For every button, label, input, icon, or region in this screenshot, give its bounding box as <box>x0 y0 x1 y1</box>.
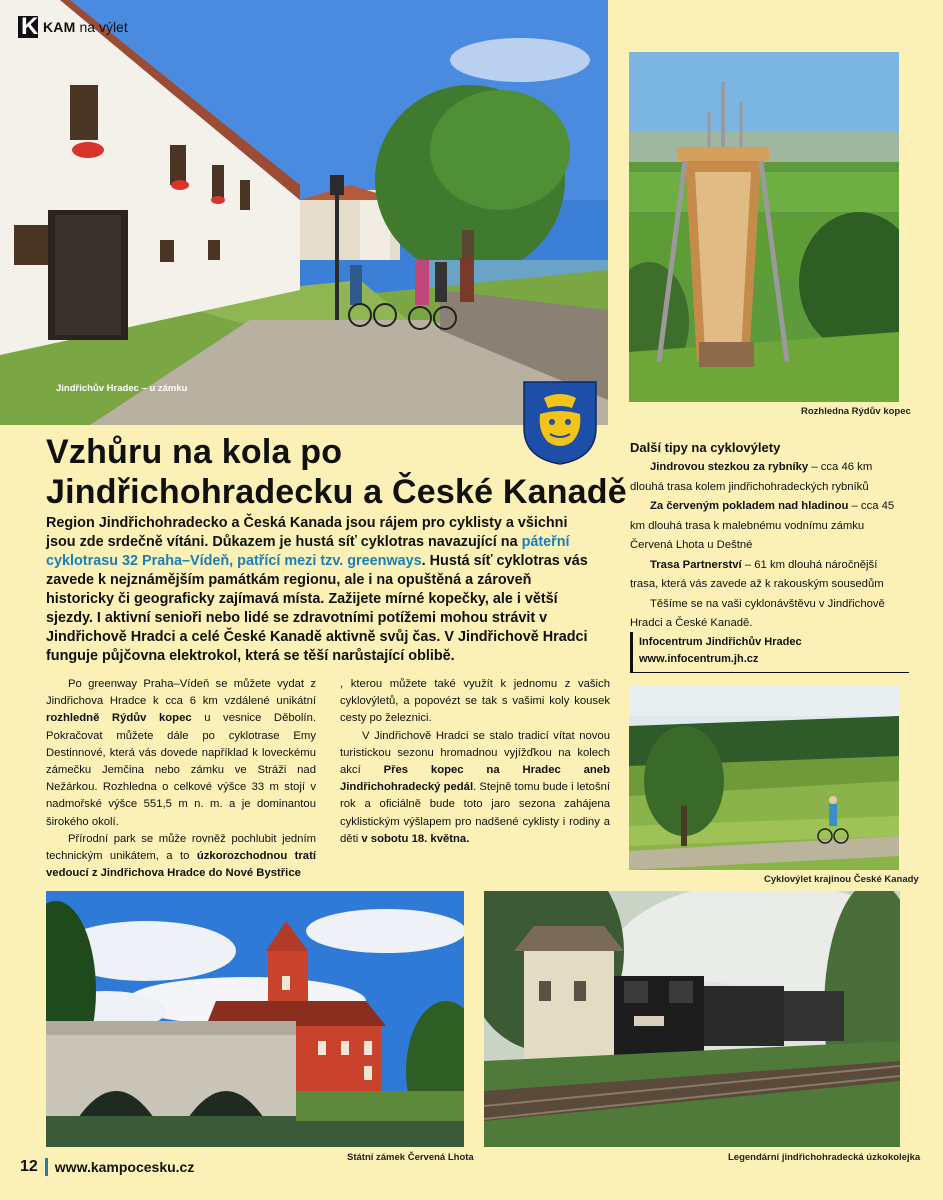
photo-lookout-tower <box>629 52 899 402</box>
title-line-1: Vzhůru na kola po <box>46 433 343 471</box>
section-name: na výlet <box>79 19 128 35</box>
info-url[interactable]: www.infocentrum.jh.cz <box>639 653 759 665</box>
photo-red-castle <box>46 891 464 1147</box>
paragraph: V Jindřichově Hradci se stalo tradicí vítat novou turistickou sezonu hromadnou vyjížďkou na kolech akcí Přes kopec na Hradec aneb Jindřichohradecký pedál. Stejně tomu bude i letošní rok a oficiálně bude toto jaro sezona zahájena cyklistickým výšlapem pro nadšené cyklisty i rodiny a děti v sobotu 18. května. <box>340 729 611 845</box>
tip-item: Jindrovou stezkou za rybníky – cca 46 km dlouhá trasa kolem jindřichohradeckých rybníků <box>630 461 873 493</box>
tips-box <box>630 438 900 634</box>
info-box <box>630 632 909 673</box>
tips-heading: Další tipy na cyklovýlety <box>630 440 781 455</box>
tip-item: Za červeným pokladem nad hladinou – cca 45 km dlouhá trasa k malebnému vodnímu zámku Červená Lhota u Deštné <box>630 500 895 551</box>
footer-divider <box>45 1158 48 1176</box>
section-header <box>18 14 128 40</box>
kam-logo-icon: K <box>18 16 38 38</box>
page-footer <box>20 1158 194 1176</box>
caption-castle: Státní zámek Červená Lhota <box>347 1152 474 1163</box>
paragraph: , kterou můžete také využít k jednomu z vašich cyklovýletů, a popovézt se tak s vašimi koly kousek cesty po železnici. <box>340 678 610 725</box>
caption-cyclist: Cyklovýlet krajinou České Kanady <box>764 874 919 885</box>
article-lead: Region Jindřichohradecko a Česká Kanada jsou rájem pro cyklisty a všichni jsou zde srdečně vítáni. Důkazem je hustá síť cyklotras navazující na páteřní cyklotrasu 32 Praha–Vídeň, patřící mezi tzv. greenways. Hustá síť cyklotras vás zavede k nejznámějším památkám regionu, ale i na opuštěná a zároveň historicky či geograficky zajímavá místa. Zažijete mírné kopečky, ale i větší sjezdy. I aktivní senioři nebo lidé se zdravotními potížemi mohou strávit v Jindřichově Hradci a celé České Kanadě aktivně svůj čas. V Jindřichově Hradci funguje půjčovna elektrokol, která se těší narůstající oblibě. <box>46 515 588 664</box>
tip-item: Trasa Partnerství – 61 km dlouhá náročnější trasa, která vás zavede až k rakouským sousedům <box>630 558 884 590</box>
photo-chateau-courtyard <box>0 0 608 425</box>
page-number: 12 <box>20 1158 38 1175</box>
article-column-2 <box>340 676 610 848</box>
paragraph: Po greenway Praha–Vídeň se můžete vydat z Jindřichova Hradce k cca 6 km vzdálené unikátní rozhledně Rýdův kopec u vesnice Děbolín. Pokračovat můžete dále po cyklotrase Emy Destinnové, která vás dovede například k loveckému zámečku Jemčina nebo zámku ve Stráži nad Nežárkou. Rozhledna o celkové výšce 33 m stojí v nadmořské výšce 551,5 m n. m. a je dominantou širokého okolí. <box>46 678 316 828</box>
article-column-1 <box>46 676 316 882</box>
caption-chateau: Jindřichův Hradec – u zámku <box>56 383 188 394</box>
photo-narrow-gauge-train <box>484 891 900 1147</box>
footer-website-link[interactable]: www.kampocesku.cz <box>54 1159 195 1175</box>
article-title <box>46 432 627 512</box>
info-name: Infocentrum Jindřichův Hradec <box>639 636 802 648</box>
caption-train: Legendární jindřichohradecká úzkokolejka <box>728 1152 921 1163</box>
caption-tower: Rozhledna Rýdův kopec <box>801 406 911 417</box>
section-brand: KAM <box>43 19 76 35</box>
tip-closing: Těšíme se na vaši cyklonávštěvu v Jindřichově Hradci a České Kanadě. <box>630 597 885 629</box>
title-line-2: Jindřichohradecku a České Kanadě <box>46 473 627 511</box>
photo-cyclist-landscape <box>629 686 899 870</box>
greenway-highlight: páteřní cyklotrasu 32 Praha–Vídeň, patřící mezi tzv. greenways <box>46 534 570 569</box>
paragraph: Přírodní park se může rovněž pochlubit jedním technickým unikátem, a to úzkorozchodnou tratí vedoucí z Jindřichova Hradce do Nové Bystřice <box>46 832 316 880</box>
